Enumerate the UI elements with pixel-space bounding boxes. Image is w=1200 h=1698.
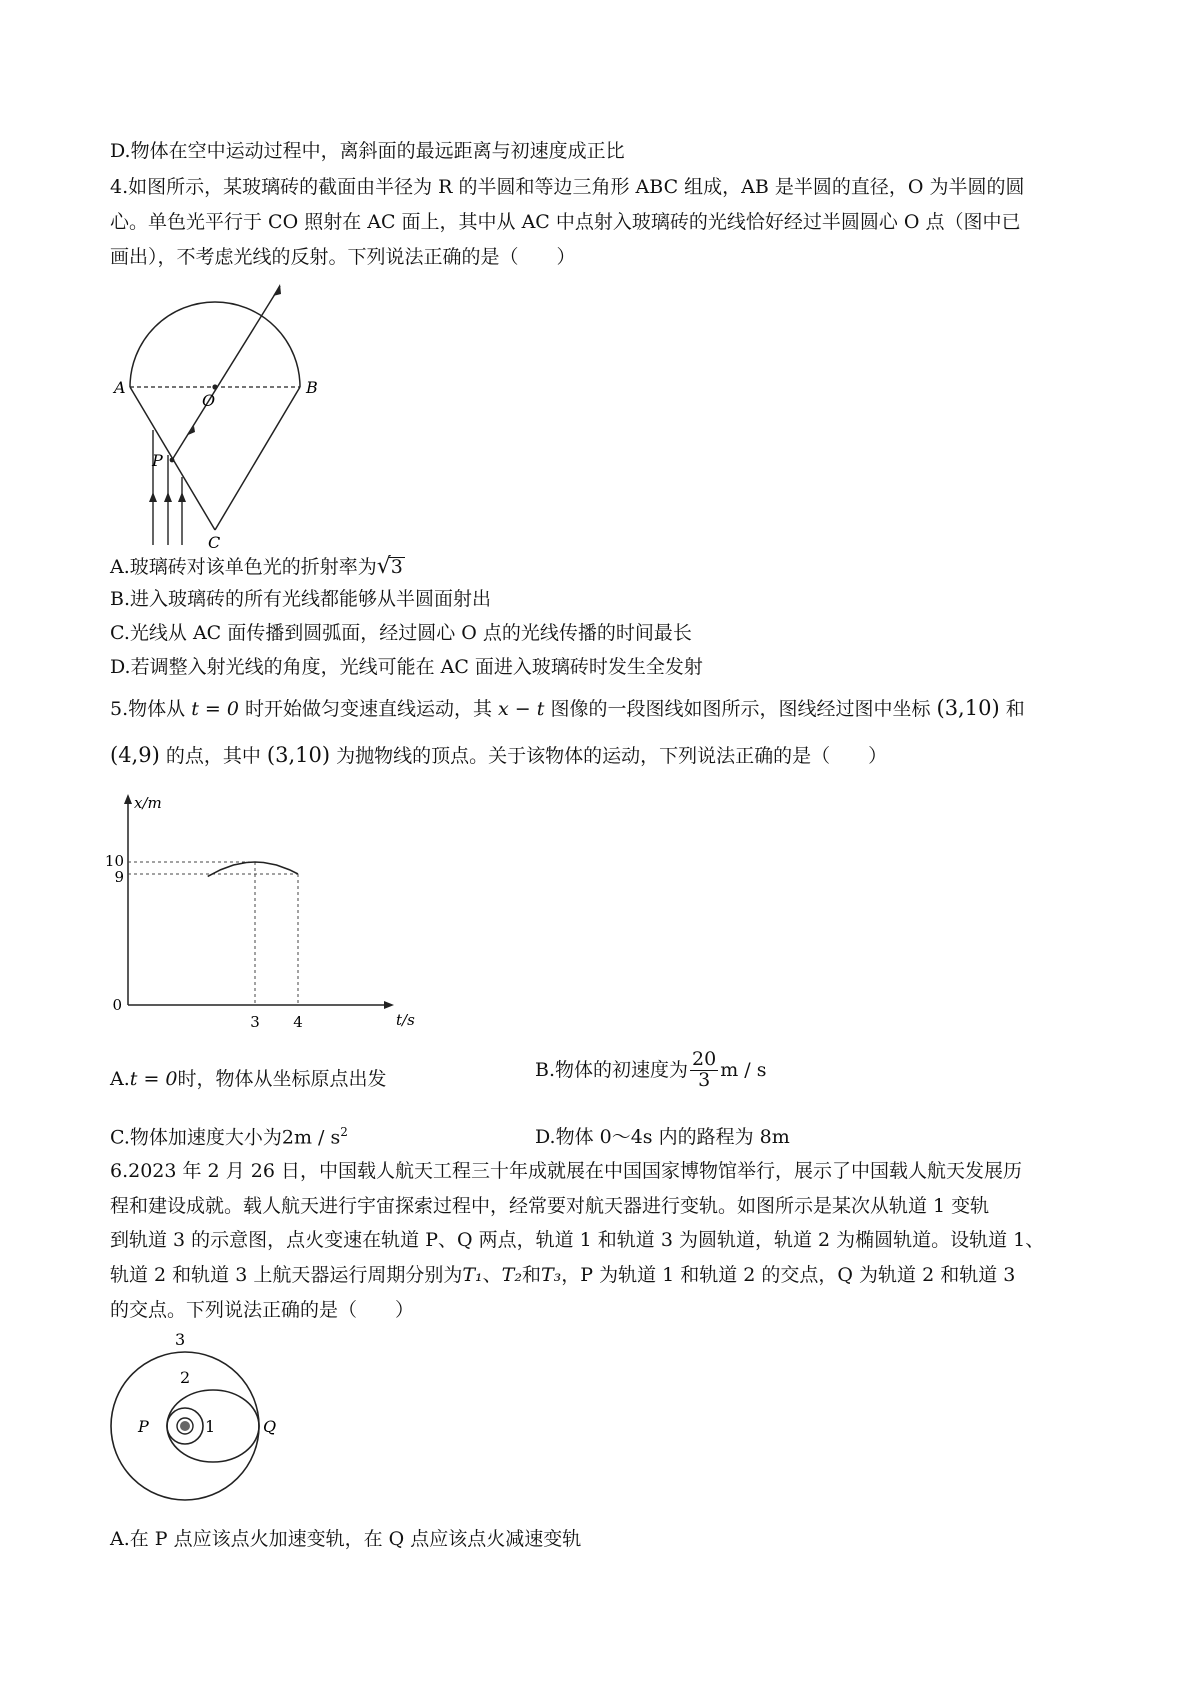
- q5-option-a-prefix: A.: [110, 1068, 130, 1090]
- q4-option-d: D.若调整入射光线的角度，光线可能在 AC 面进入玻璃砖时发生全发射: [110, 656, 703, 678]
- q3-option-d: D.物体在空中运动过程中，离斜面的最远距离与初速度成正比: [110, 140, 625, 162]
- q6-stem-line-4: [110, 1266, 1015, 1285]
- q5-text: 为抛物线的顶点。关于该物体的运动，下列说法正确的是（ ）: [336, 745, 888, 767]
- origin-label: 0: [112, 996, 122, 1014]
- label-p: P: [138, 1417, 149, 1436]
- q5-stem-line-2: [110, 745, 887, 766]
- incident-arrow-3: [178, 492, 186, 502]
- planet-core: [180, 1421, 190, 1431]
- label-o: O: [202, 391, 216, 410]
- q6-math-t2: T₂: [501, 1264, 522, 1286]
- ray-arrowhead-top: [273, 284, 281, 296]
- q6-stem-line-3: 到轨道 3 的示意图，点火变速在轨道 P、Q 两点，轨道 1 和轨道 3 为圆轨道，轨道 2 为椭圆轨道。设轨道 1、: [110, 1229, 1045, 1251]
- label-a: A: [114, 378, 126, 397]
- q6-text: 和: [521, 1264, 541, 1286]
- center-o-dot: [212, 384, 217, 389]
- x-axis-arrow: [384, 1001, 394, 1009]
- q5-math-point: (3,10): [266, 743, 331, 767]
- label-q: Q: [263, 1417, 277, 1436]
- x-tick-label-3: 3: [250, 1013, 260, 1031]
- label-c: C: [208, 533, 221, 552]
- q5-option-d: D.物体 0～4s 内的路程为 8m: [535, 1126, 790, 1148]
- q6-text: 轨道 2 和轨道 3 上航天器运行周期分别为: [110, 1264, 463, 1286]
- q5-option-b-fraction: [690, 1050, 718, 1091]
- q5-option-b-text: B.物体的初速度为: [535, 1058, 689, 1081]
- q4-option-a-sqrt: 3: [390, 556, 403, 578]
- q6-option-a: A.在 P 点应该点火加速变轨，在 Q 点应该点火减速变轨: [110, 1528, 582, 1550]
- q5-xt-chart: [104, 790, 430, 1035]
- q5-math-xt: x − t: [498, 698, 545, 720]
- q5-text: 图像的一段图线如图所示，图线经过图中坐标: [550, 698, 931, 720]
- label-orbit-3: 3: [175, 1330, 186, 1349]
- side-bc: [215, 387, 300, 530]
- q5-option-c: [110, 1126, 348, 1147]
- q4-stem-line-2: 心。单色光平行于 CO 照射在 AC 面上，其中从 AC 中点射入玻璃砖的光线恰好经过半圆圆心 O 点（图中已: [110, 211, 1021, 233]
- refracted-ray: [172, 286, 280, 460]
- y-axis-label: x/m: [134, 794, 162, 812]
- incident-arrow-1: [149, 492, 157, 502]
- label-orbit-1: 1: [205, 1417, 216, 1436]
- incident-arrow-2: [164, 492, 172, 502]
- y-tick-label-9: 9: [114, 868, 124, 886]
- q5-math-t0: t = 0: [191, 698, 239, 720]
- label-b: B: [306, 378, 318, 397]
- q4-stem-line-1: 4.如图所示，某玻璃砖的截面由半径为 R 的半圆和等边三角形 ABC 组成，AB 是半圆的直径，O 为半圆的圆: [110, 176, 1025, 198]
- q4-option-c: C.光线从 AC 面传播到圆弧面，经过圆心 O 点的光线传播的时间最长: [110, 622, 692, 644]
- q5-option-a: [110, 1070, 387, 1089]
- q4-glass-brick-figure: [110, 270, 350, 550]
- q6-stem-line-5: 的交点。下列说法正确的是（ ）: [110, 1299, 415, 1321]
- y-axis-arrow: [124, 794, 132, 804]
- q4-stem-line-3: 画出），不考虑光线的反射。下列说法正确的是（ ）: [110, 246, 576, 268]
- q5-text: 的点，其中: [165, 745, 261, 767]
- q5-option-b-unit: m / s: [720, 1058, 767, 1081]
- semicircle-arc: [130, 302, 300, 387]
- fraction-denominator: 3: [698, 1068, 711, 1091]
- x-axis-label: t/s: [396, 1011, 415, 1029]
- point-p-dot: [170, 458, 175, 463]
- x-tick-label-4: 4: [293, 1013, 303, 1031]
- q5-text: 和: [1005, 698, 1025, 720]
- q5-option-c-exponent: 2: [340, 1125, 348, 1139]
- q5-text: 5.物体从: [110, 698, 186, 720]
- q5-option-a-text: 时，物体从坐标原点出发: [177, 1068, 387, 1090]
- q5-math-point: (4,9): [110, 743, 160, 767]
- q5-stem-line-1: [110, 698, 1025, 719]
- q6-text: ，P 为轨道 1 和轨道 2 的交点，Q 为轨道 2 和轨道 3: [561, 1264, 1016, 1286]
- q4-option-a: A.玻璃砖对该单色光的折射率为√3: [110, 554, 403, 579]
- q5-option-b: [535, 1050, 766, 1091]
- q5-text: 时开始做匀变速直线运动，其: [244, 698, 492, 720]
- q5-option-a-math: t = 0: [129, 1068, 178, 1090]
- q5-option-c-text: C.物体加速度大小为: [110, 1126, 282, 1149]
- q6-math-t3: T₃: [540, 1264, 562, 1286]
- q4-option-b: B.进入玻璃砖的所有光线都能够从半圆面射出: [110, 588, 492, 610]
- y-tick-label-10: 10: [104, 852, 124, 870]
- label-p: P: [152, 451, 163, 470]
- q6-math-t1: T₁: [462, 1264, 483, 1286]
- q5-option-c-value: 2m / s: [281, 1126, 341, 1149]
- q4-option-a-text: A.玻璃砖对该单色光的折射率为: [110, 556, 377, 578]
- q6-text: 、: [482, 1264, 502, 1286]
- fraction-numerator: 20: [692, 1048, 717, 1070]
- q6-stem-line-1: 6.2023 年 2 月 26 日，中国载人航天工程三十年成就展在中国国家博物馆举行，展示了中国载人航天发展历: [110, 1160, 1022, 1182]
- label-orbit-2: 2: [180, 1368, 191, 1387]
- q6-orbit-figure: [105, 1330, 285, 1505]
- q6-stem-line-2: 程和建设成就。载人航天进行宇宙探索过程中，经常要对航天器进行变轨。如图所示是某次从轨道 1 变轨: [110, 1195, 990, 1217]
- q5-math-point: (3,10): [936, 696, 1000, 720]
